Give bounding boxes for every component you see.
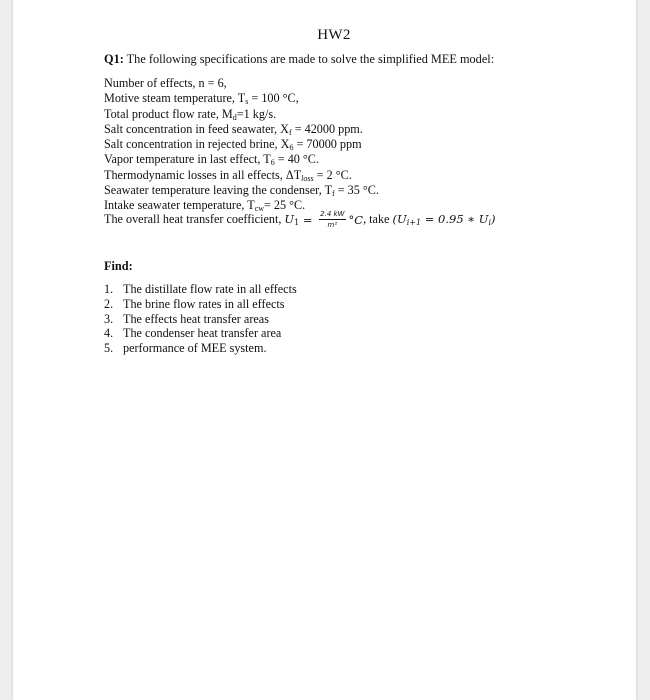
- spec-subscript: loss: [301, 173, 314, 183]
- spec-line: [104, 76, 379, 91]
- recurrence-formula: [393, 212, 496, 227]
- list-number: 4.: [104, 326, 114, 341]
- equals-sign: =: [299, 212, 317, 227]
- formula-end: ): [491, 212, 496, 226]
- spec-line: [104, 107, 379, 122]
- spec-text: Motive steam temperature, T: [104, 91, 246, 106]
- list-number: 3.: [104, 311, 114, 326]
- variable-U: U: [284, 212, 295, 226]
- fraction-denominator: m²: [327, 221, 338, 229]
- question-text: The following specifications are made to solve the simplified MEE model:: [123, 52, 495, 66]
- spec-text: Number of effects, n = 6,: [104, 76, 227, 90]
- spec-value: = 2 °C.: [313, 167, 352, 182]
- spec-text: Seawater temperature leaving the condenser, T: [104, 183, 333, 198]
- spec-subscript: 6: [270, 158, 275, 168]
- spec-line: [104, 168, 379, 183]
- take-text: , take: [363, 212, 393, 226]
- list-item: [104, 326, 297, 341]
- list-item: [104, 297, 297, 312]
- find-heading: Find:: [104, 259, 133, 273]
- list-number: 5.: [104, 341, 114, 356]
- spec-value: = 100 °C,: [248, 91, 299, 106]
- spec-line: [104, 91, 379, 106]
- spec-value: = 42000 ppm.: [291, 121, 363, 136]
- spec-subscript: f: [288, 127, 292, 137]
- spec-line: [104, 152, 379, 167]
- list-item: [104, 341, 297, 356]
- list-item: [104, 282, 297, 297]
- list-text: The effects heat transfer areas: [123, 311, 269, 326]
- page-title: HW2: [317, 27, 351, 43]
- spec-text: Intake seawater temperature, T: [104, 198, 255, 213]
- list-text: The brine flow rates in all effects: [123, 296, 285, 311]
- spec-subscript: cw: [254, 204, 265, 214]
- spec-value: = 35 °C.: [334, 183, 379, 198]
- spec-text: Salt concentration in rejected brine, X: [104, 137, 290, 152]
- list-number: 2.: [104, 296, 114, 311]
- variable-subscript: 1: [294, 218, 300, 227]
- formula-middle: = 0.95 ∗ U: [421, 212, 489, 226]
- fraction-numerator: 2.4 kW: [320, 210, 345, 218]
- spec-text: Vapor temperature in last effect, T: [104, 152, 271, 167]
- spec-text: Thermodynamic losses in all effects, ΔT: [104, 167, 302, 182]
- spec-value: = 40 °C.: [274, 152, 319, 167]
- spec-line: [104, 122, 379, 137]
- unit-celsius: °C: [348, 212, 364, 227]
- question-1-intro: [104, 52, 494, 67]
- fraction: [319, 210, 345, 229]
- spec-subscript: f: [332, 189, 335, 199]
- specification-list: [104, 76, 379, 214]
- document-page: [13, 0, 636, 700]
- formula-start: (U: [392, 212, 407, 226]
- heat-prefix: The overall heat transfer coefficient,: [104, 212, 282, 226]
- formula-subscript: i: [488, 218, 492, 227]
- list-text: The condenser heat transfer area: [123, 326, 282, 341]
- list-number: 1.: [104, 282, 114, 296]
- formula-subscript: i+1: [406, 218, 422, 227]
- heat-transfer-coefficient-line: [104, 210, 496, 229]
- spec-line: [104, 137, 379, 152]
- spec-text: Salt concentration in feed seawater, X: [104, 121, 289, 136]
- spec-value: = 70000 ppm: [293, 137, 362, 152]
- spec-subscript: s: [245, 97, 249, 107]
- spec-subscript: 6: [289, 143, 294, 153]
- spec-text: Total product flow rate, M: [104, 106, 233, 121]
- question-label: Q1:: [104, 52, 124, 66]
- math-variable: [284, 212, 299, 227]
- list-text: The distillate flow rate in all effects: [123, 282, 297, 296]
- find-list: [104, 282, 297, 356]
- list-text: performance of MEE system.: [123, 341, 267, 356]
- spec-subscript: d: [232, 112, 237, 122]
- list-item: [104, 312, 297, 327]
- spec-value: =1 kg/s.: [236, 106, 277, 121]
- spec-value: = 25 °C.: [264, 198, 306, 213]
- spec-line: [104, 183, 379, 198]
